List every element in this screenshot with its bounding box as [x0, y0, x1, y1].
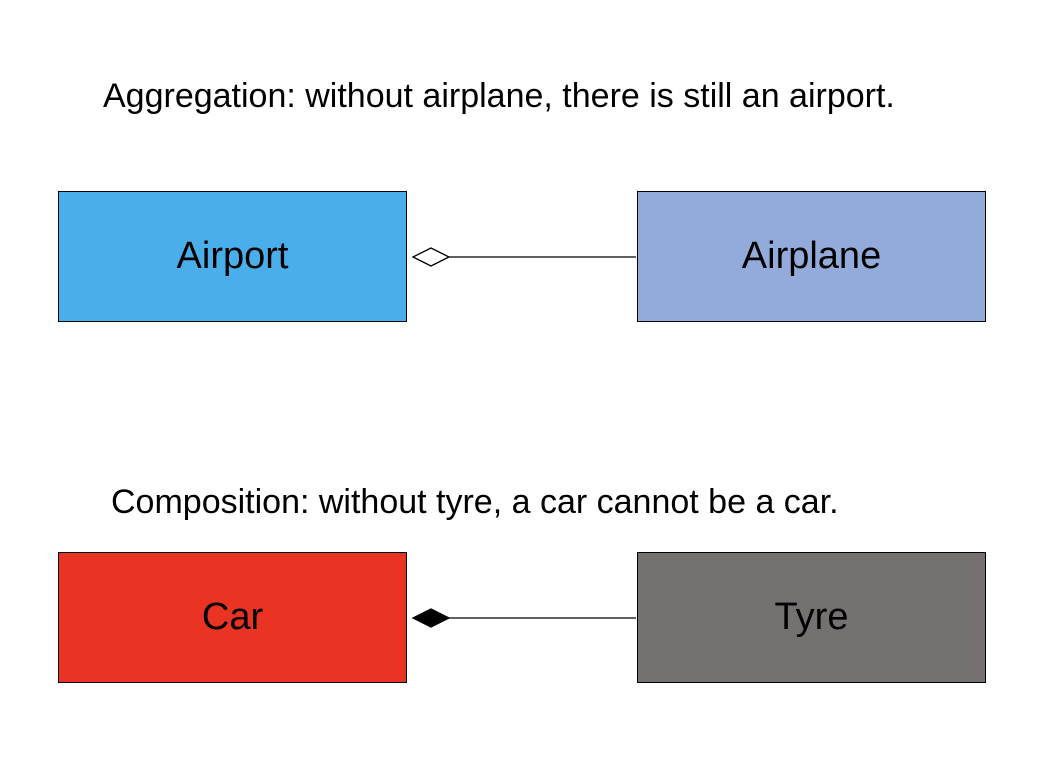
airplane-box [637, 191, 986, 322]
composition-caption: Composition: without tyre, a car cannot be a car. [111, 483, 839, 521]
aggregation-connector [413, 248, 636, 266]
car-label: Car [201, 596, 264, 638]
tyre-label: Tyre [774, 596, 849, 638]
hollow-diamond-icon [413, 248, 449, 266]
composition-connector [413, 609, 636, 627]
tyre-box [637, 552, 986, 683]
airport-box [58, 191, 407, 322]
aggregation-caption: Aggregation: without airplane, there is still an airport. [103, 77, 895, 115]
airport-label: Airport [176, 235, 289, 277]
car-box [58, 552, 407, 683]
filled-diamond-icon [413, 609, 449, 627]
airplane-label: Airplane [741, 235, 882, 277]
